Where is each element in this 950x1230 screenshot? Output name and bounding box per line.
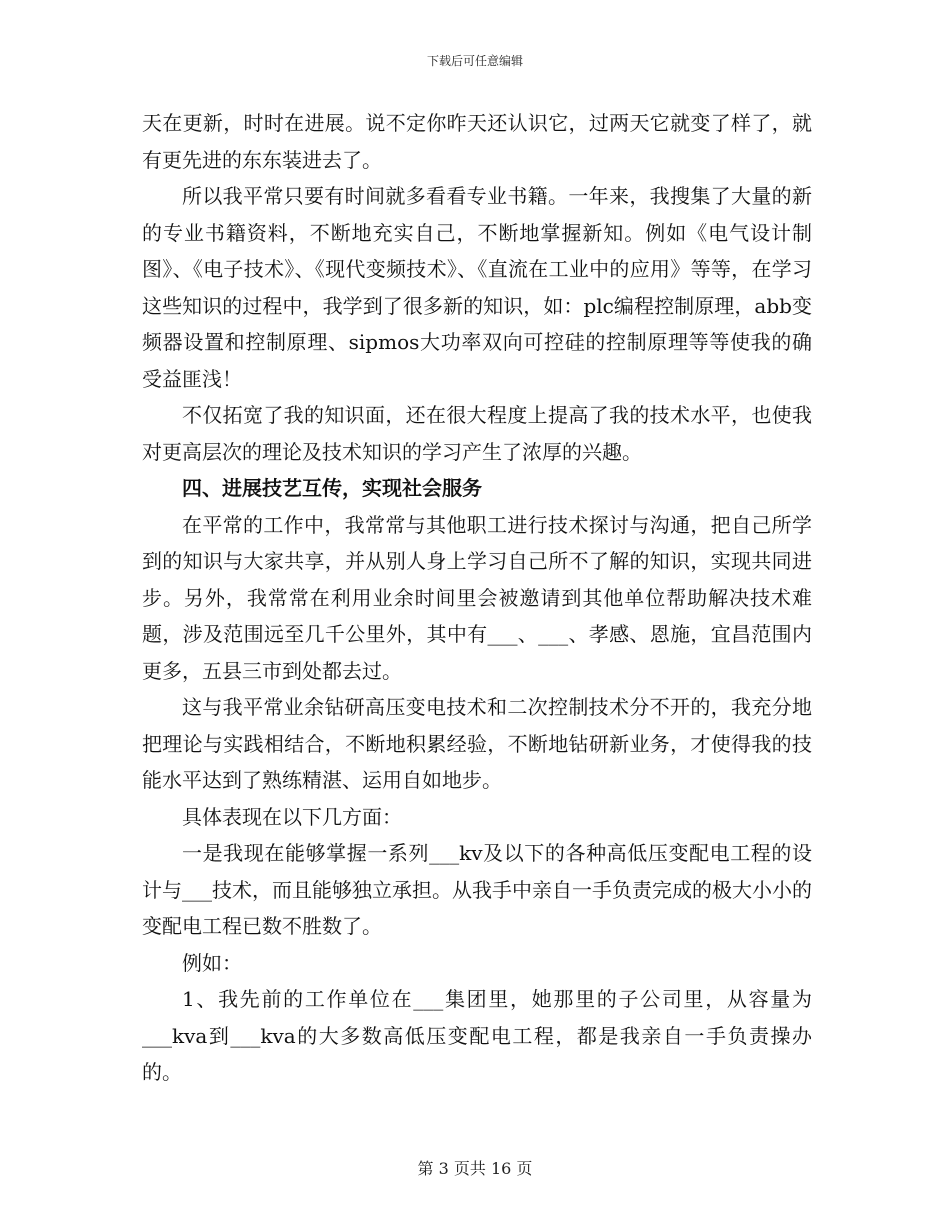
paragraph-knowledge-sharing: 在平常的工作中，我常常与其他职工进行技术探讨与沟通，把自己所学到的知识与大家共享，并从别人身上学习自己所不了解的知识，实现共同进步。另外，我常常在利用业余时间里会被邀请到其他单位帮助解决技术难题，涉及范围远至几千公里外，其中有___、___、孝感、恩施，宜昌范围内更多，五县三市到处都去过。: [142, 512, 812, 683]
document-body: [142, 105, 812, 1091]
paragraph-professional-books: 所以我平常只要有时间就多看看专业书籍。一年来，我搜集了大量的新的专业书籍资料，不断地充实自己，不断地掌握新知。例如《电气设计制图》、《电子技术》、《现代变频技术》、《直流在工业中的应用》等等，在学习这些知识的过程中，我学到了很多新的知识，如：plc编程控制原理，abb变频器设置和控制原理、sipmos大功率双向可控硅的控制原理等等使我的确受益匪浅！: [142, 184, 812, 391]
paragraph-aspects-intro: 具体表现在以下几方面：: [182, 804, 402, 829]
paragraph-theory-practice: 这与我平常业余钻研高压变电技术和二次控制技术分不开的，我充分地把理论与实践相结合，不断地积累经验，不断地钻研新业务，才使得我的技能水平达到了熟练精湛、运用自如地步。: [142, 695, 812, 792]
paragraph-point-one: 一是我现在能够掌握一系列___kv及以下的各种高低压变配电工程的设计与___技术，而且能够独立承担。从我手中亲自一手负责完成的极大小小的变配电工程已数不胜数了。: [142, 841, 812, 938]
paragraph-continuation: 天在更新，时时在进展。说不定你昨天还认识它，过两天它就变了样了，就有更先进的东东装进去了。: [142, 111, 812, 172]
paragraph-example-label: 例如：: [182, 950, 242, 975]
page-number: 第 3 页共 16 页: [417, 1159, 533, 1178]
paragraph-example-one: 1、我先前的工作单位在___集团里，她那里的子公司里，从容量为___kva到___kva的大多数高低压变配电工程，都是我亲自一手负责操办的。: [142, 987, 812, 1084]
section-heading: 四、进展技艺互传，实现社会服务: [182, 476, 482, 500]
paragraph-broadened-knowledge: 不仅拓宽了我的知识面，还在很大程度上提高了我的技术水平，也使我对更高层次的理论及技术知识的学习产生了浓厚的兴趣。: [142, 403, 812, 464]
page-header: 下载后可任意编辑: [426, 54, 523, 68]
